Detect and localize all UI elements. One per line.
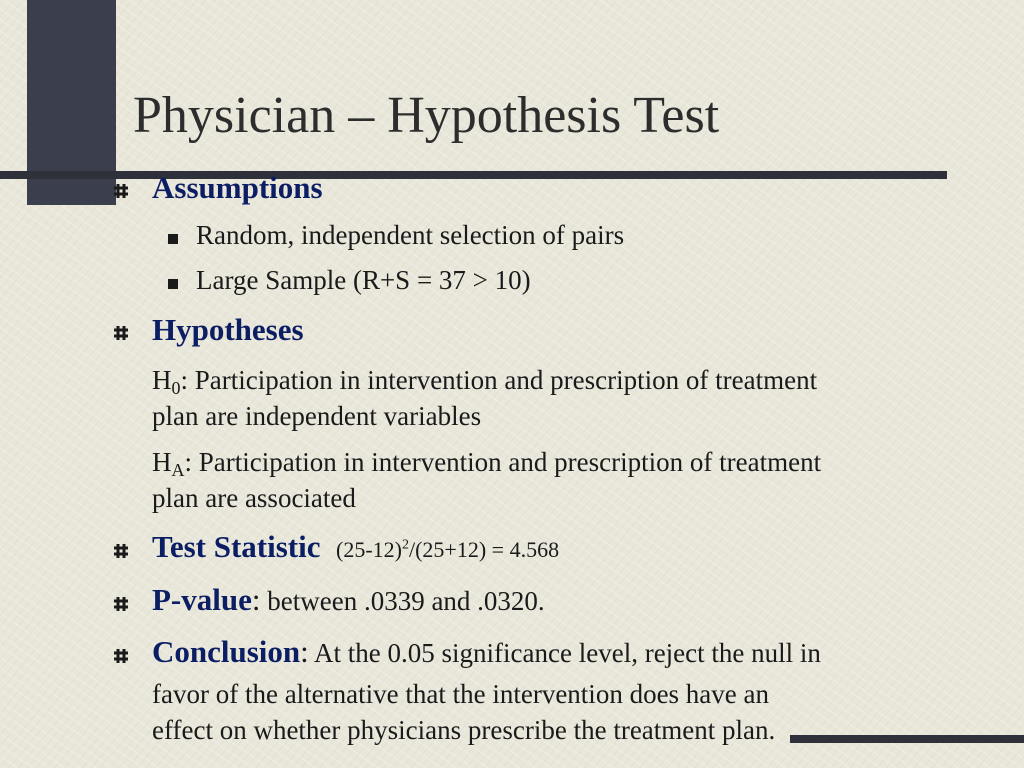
- formula-exponent: 2: [401, 537, 409, 553]
- p-value-label: P-value: [152, 582, 252, 617]
- alternative-hypothesis-symbol: H: [152, 447, 172, 477]
- null-hypothesis: [152, 362, 817, 434]
- alternative-hypothesis: [152, 444, 821, 516]
- p-value-colon: :: [251, 582, 261, 617]
- slide-title: Physician – Hypothesis Test: [133, 87, 720, 144]
- bottom-divider-rule: [790, 735, 1024, 743]
- conclusion-label: Conclusion: [152, 634, 301, 669]
- conclusion-body: [152, 676, 775, 748]
- conclusion-heading: [152, 634, 821, 670]
- hash-bullet-icon: [114, 544, 126, 556]
- hypotheses-heading: Hypotheses: [152, 312, 304, 347]
- square-bullet-icon: [168, 234, 178, 244]
- alternative-hypothesis-line2: plan are associated: [152, 483, 356, 513]
- conclusion-line2: favor of the alternative that the intervention does have an: [152, 679, 770, 709]
- conclusion-colon: :: [300, 634, 309, 669]
- hash-bullet-icon: [114, 597, 126, 609]
- null-hypothesis-line1: : Participation in intervention and prescription of treatment: [180, 365, 818, 395]
- conclusion-line1: At the 0.05 significance level, reject the null in: [308, 638, 821, 668]
- formula-base: (25-12): [336, 537, 402, 562]
- conclusion-line3: effect on whether physicians prescribe the treatment plan.: [152, 715, 776, 745]
- formula-rest: /(25+12) = 4.568: [408, 537, 560, 562]
- hash-bullet-icon: [114, 184, 126, 196]
- alternative-hypothesis-subscript: A: [171, 460, 185, 480]
- hash-bullet-icon: [114, 649, 126, 661]
- test-statistic-heading: [152, 529, 559, 565]
- test-statistic-formula: [336, 537, 559, 562]
- p-value-heading: [152, 582, 545, 618]
- null-hypothesis-line2: plan are independent variables: [152, 401, 482, 431]
- p-value-text: between .0339 and .0320.: [260, 586, 545, 616]
- null-hypothesis-symbol: H: [152, 365, 172, 395]
- alternative-hypothesis-line1: : Participation in intervention and prescription of treatment: [184, 447, 822, 477]
- square-bullet-icon: [168, 279, 178, 289]
- null-hypothesis-subscript: 0: [171, 378, 181, 398]
- test-statistic-label: Test Statistic: [152, 529, 321, 564]
- assumption-item: Random, independent selection of pairs: [196, 220, 625, 250]
- assumptions-heading: Assumptions: [152, 170, 323, 205]
- assumption-item: Large Sample (R+S = 37 > 10): [196, 265, 531, 295]
- hash-bullet-icon: [114, 326, 126, 338]
